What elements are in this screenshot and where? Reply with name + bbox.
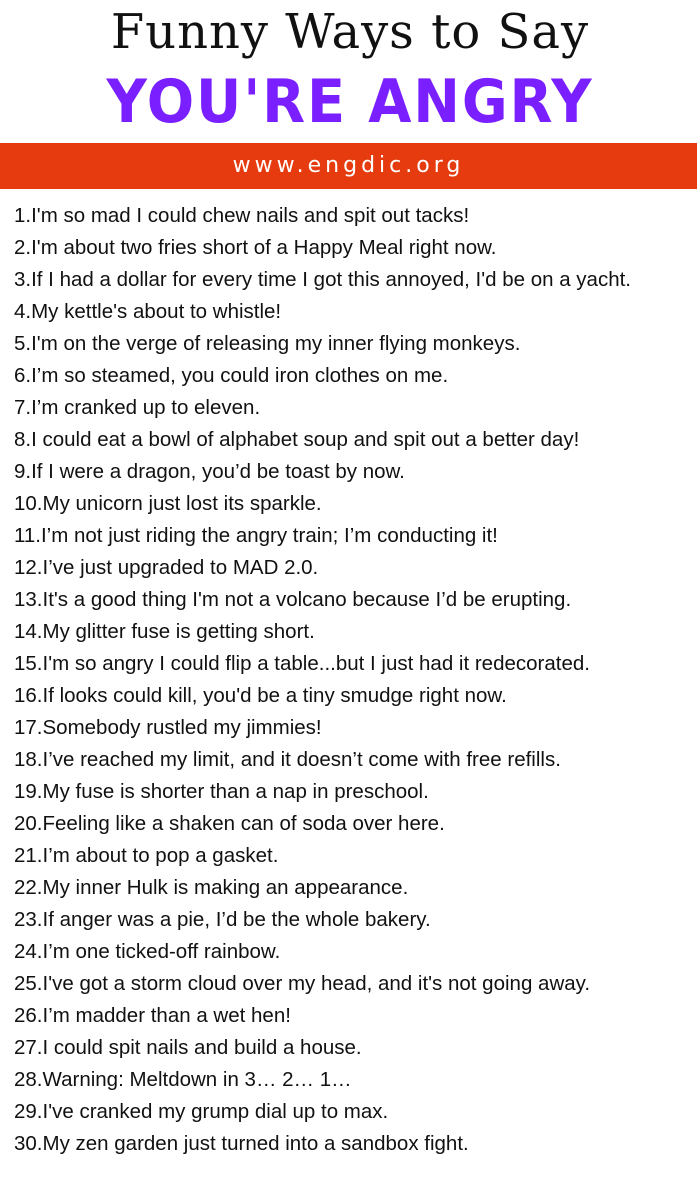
page-subtitle: YOU'RE ANGRY xyxy=(106,67,594,137)
list-item: 9.If I were a dragon, you’d be toast by now. xyxy=(14,460,405,483)
list-item: 29.I've cranked my grump dial up to max. xyxy=(14,1100,389,1123)
page-title: Funny Ways to Say xyxy=(110,4,590,60)
list-item: 20.Feeling like a shaken can of soda over here. xyxy=(14,812,445,835)
list-item: 14.My glitter fuse is getting short. xyxy=(14,620,315,643)
list-item: 22.My inner Hulk is making an appearance. xyxy=(14,876,409,899)
list-item: 13.It's a good thing I'm not a volcano because I’d be erupting. xyxy=(14,588,572,611)
list-item: 18.I’ve reached my limit, and it doesn’t come with free refills. xyxy=(14,748,561,771)
list-item: 5.I'm on the verge of releasing my inner flying monkeys. xyxy=(14,332,521,355)
list-item: 16.If looks could kill, you'd be a tiny smudge right now. xyxy=(14,684,507,707)
list-item: 7.I’m cranked up to eleven. xyxy=(14,396,261,419)
list-item: 26.I’m madder than a wet hen! xyxy=(14,1004,291,1027)
list-item: 30.My zen garden just turned into a sandbox fight. xyxy=(14,1132,469,1155)
website-url: www.engdic.org xyxy=(232,153,465,178)
list-item: 21.I’m about to pop a gasket. xyxy=(14,844,279,867)
list-item: 28.Warning: Meltdown in 3… 2… 1… xyxy=(14,1068,352,1091)
list-item: 11.I’m not just riding the angry train; I’m conducting it! xyxy=(14,524,498,547)
list-item: 27.I could spit nails and build a house. xyxy=(14,1036,362,1059)
list-item: 23.If anger was a pie, I’d be the whole bakery. xyxy=(14,908,431,931)
list-item: 2.I'm about two fries short of a Happy Meal right now. xyxy=(14,236,497,259)
list-item: 17.Somebody rustled my jimmies! xyxy=(14,716,322,739)
website-banner xyxy=(0,143,697,189)
phrase-list xyxy=(14,200,690,1160)
list-item: 1.I'm so mad I could chew nails and spit out tacks! xyxy=(14,204,470,227)
list-item: 12.I’ve just upgraded to MAD 2.0. xyxy=(14,556,319,579)
list-item: 6.I’m so steamed, you could iron clothes on me. xyxy=(14,364,449,387)
list-item: 4.My kettle's about to whistle! xyxy=(14,300,282,323)
list-item: 3.If I had a dollar for every time I got this annoyed, I'd be on a yacht. xyxy=(14,268,631,291)
list-item: 19.My fuse is shorter than a nap in preschool. xyxy=(14,780,429,803)
list-item: 25.I've got a storm cloud over my head, and it's not going away. xyxy=(14,972,591,995)
list-item: 10.My unicorn just lost its sparkle. xyxy=(14,492,322,515)
list-item: 15.I'm so angry I could flip a table...but I just had it redecorated. xyxy=(14,652,590,675)
list-item: 8.I could eat a bowl of alphabet soup and spit out a better day! xyxy=(14,428,580,451)
list-item: 24.I’m one ticked-off rainbow. xyxy=(14,940,281,963)
